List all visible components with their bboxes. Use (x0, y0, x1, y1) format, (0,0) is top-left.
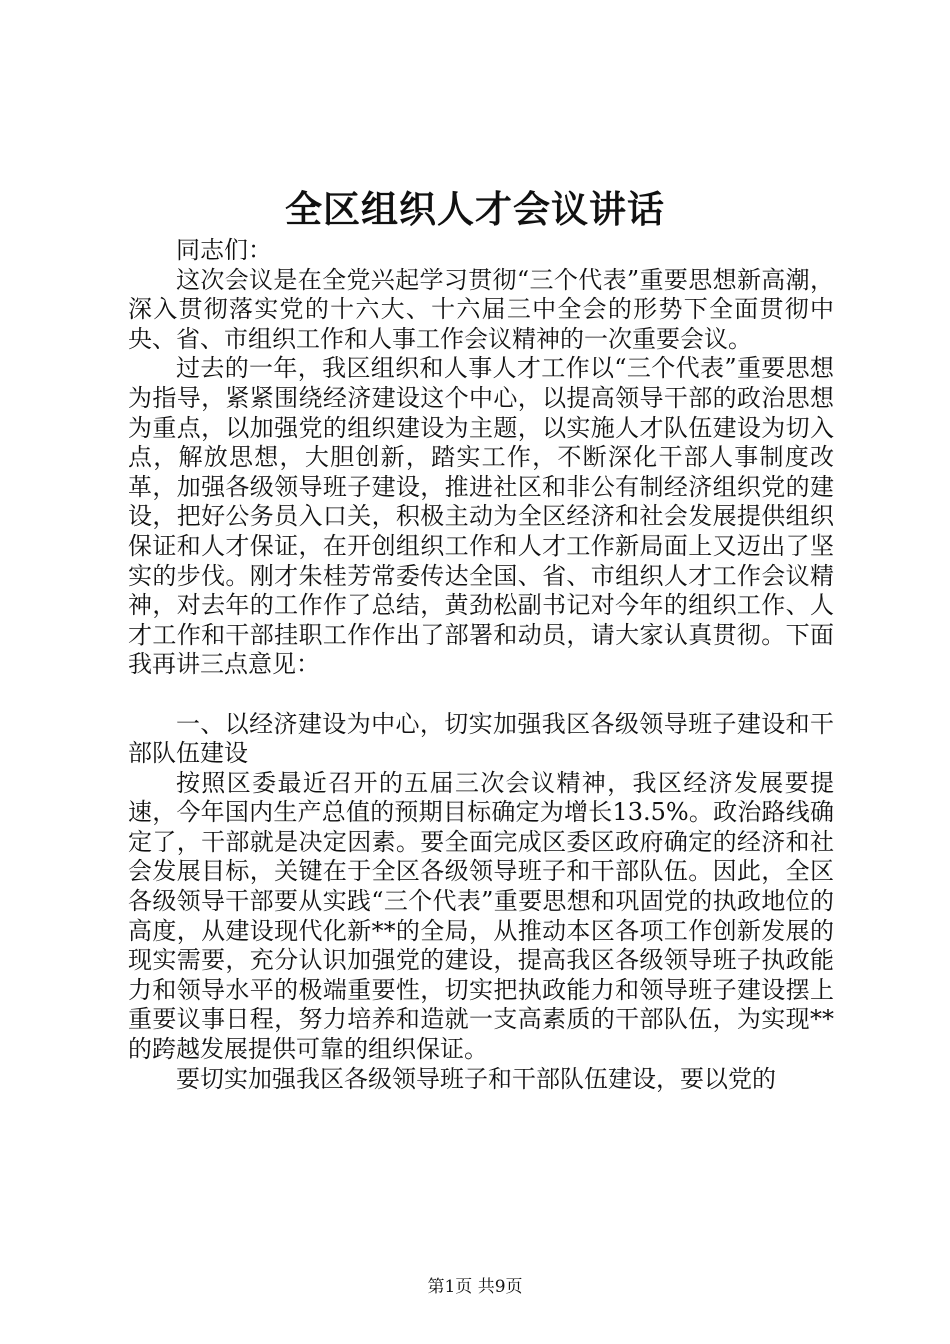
section-1-paragraph-2: 要切实加强我区各级领导班子和干部队伍建设，要以党的 (176, 1064, 776, 1093)
document-body (128, 236, 834, 1094)
page-footer: 第1页 共9页 (427, 1277, 523, 1297)
intro-paragraph: 这次会议是在全党兴起学习贯彻“三个代表”重要思想新高潮，深入贯彻落实党的十六大、十六届三中全会的形势下全面贯彻中央、省、市组织工作和人事工作会议精神的一次重要会议。 (128, 265, 834, 353)
section-heading-1: 一、以经济建设为中心，切实加强我区各级领导班子建设和干部队伍建设 (128, 709, 834, 768)
document-title: 全区组织人才会议讲话 (285, 187, 665, 231)
review-paragraph: 过去的一年，我区组织和人事人才工作以“三个代表”重要思想为指导，紧紧围绕经济建设这个中心，以提高领导干部的政治思想为重点，以加强党的组织建设为主题，以实施人才队伍建设为切入点，解放思想，大胆创新，踏实工作，不断深化干部人事制度改革，加强各级领导班子建设，推进社区和非公有制经济组织党的建设，把好公务员入口关，积极主动为全区经济和社会发展提供组织保证和人才保证，在开创组织工作和人才工作新局面上又迈出了坚实的步伐。刚才朱桂芳常委传达全国、省、市组织人才工作会议精神，对去年的工作作了总结，黄劲松副书记对今年的组织工作、人才工作和干部挂职工作作出了部署和动员，请大家认真贯彻。下面我再讲三点意见： (128, 354, 834, 679)
greeting-paragraph: 同志们： (176, 236, 272, 264)
section-1-paragraph-1: 按照区委最近召开的五届三次会议精神，我区经济发展要提速，今年国内生产总值的预期目标确定为增长13.5%。政治路线确定了，干部就是决定因素。要全面完成区委区政府确定的经济和社会发展目标，关键在于全区各级领导班子和干部队伍。因此，全区各级领导干部要从实践“三个代表”重要思想和巩固党的执政地位的高度，从建设现代化新**的全局，从推动本区各项工作创新发展的现实需要，充分认识加强党的建设，提高我区各级领导班子执政能力和领导水平的极端重要性，切实把执政能力和领导班子建设摆上重要议事日程，努力培养和造就一支高素质的干部队伍，为实现**的跨越发展提供可靠的组织保证。 (128, 768, 834, 1064)
